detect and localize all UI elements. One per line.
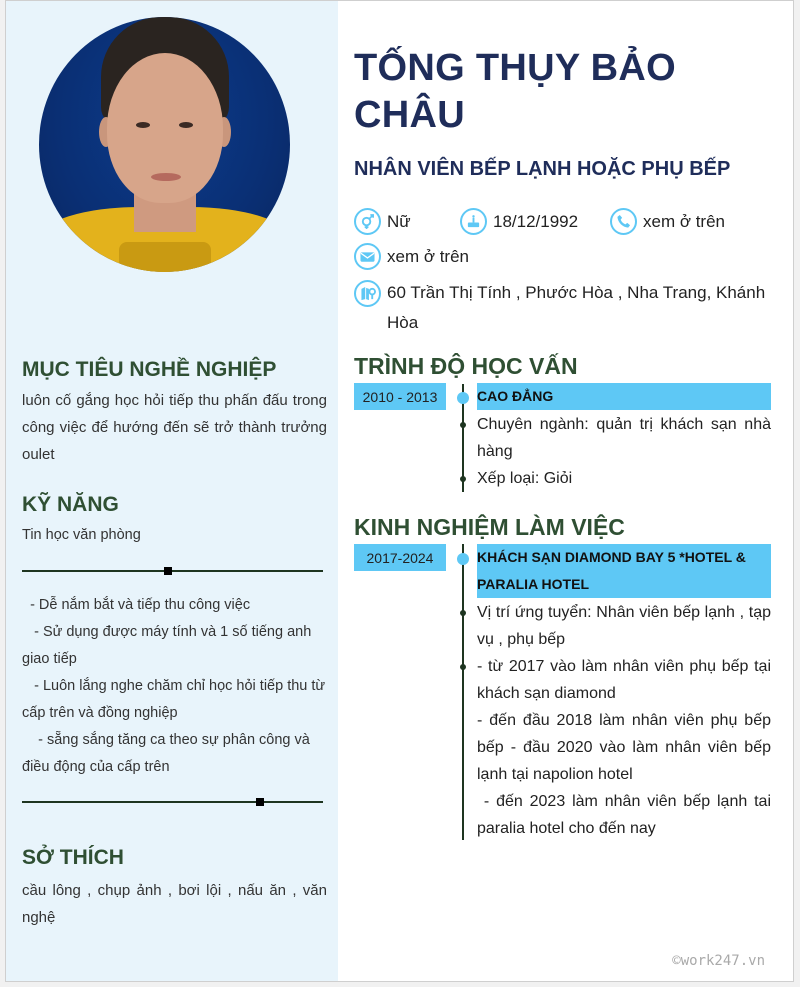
- timeline-bullet: [460, 610, 466, 616]
- hobbies-section: [22, 845, 327, 931]
- timeline-bullet: [460, 476, 466, 482]
- sidebar: [6, 1, 338, 981]
- contact-birthday: [460, 208, 596, 235]
- address-value: 60 Trần Thị Tính , Phước Hòa , Nha Trang, Khánh Hòa: [387, 283, 766, 332]
- education-detail: Xếp loại: Giỏi: [477, 470, 573, 487]
- timeline-bullet: [460, 664, 466, 670]
- birthday-value: 18/12/1992: [493, 211, 579, 231]
- education-heading: CAO ĐẲNG: [477, 383, 771, 410]
- contact-row: [354, 243, 483, 270]
- contact-gender: [354, 208, 446, 235]
- skill-line: - Dễ nắm bắt và tiếp thu công việc: [22, 597, 251, 613]
- skill-line: - Luôn lắng nghe chăm chỉ học hỏi tiếp thu từ cấp trên và đồng nghiệp: [22, 678, 330, 721]
- timeline-dot: [457, 392, 469, 404]
- hobbies-title: SỞ THÍCH: [22, 846, 124, 869]
- objective-section: [22, 357, 327, 468]
- experience-detail: - đến đầu 2018 làm nhân viên phụ bếp bếp - đầu 2020 vào làm nhân viên bếp lạnh tại napolion hotel: [477, 712, 771, 783]
- timeline-bullet: [460, 422, 466, 428]
- birthday-cake-icon: [460, 208, 487, 235]
- skill-item-2: [22, 592, 330, 781]
- email-icon: [354, 243, 381, 270]
- cv-page: [5, 0, 794, 982]
- skill-line: - Sử dụng được máy tính và 1 số tiếng anh giao tiếp: [22, 624, 316, 667]
- avatar-mouth: [151, 173, 181, 181]
- timeline-dot: [457, 553, 469, 565]
- experience-detail: - đến 2023 làm nhân viên bếp lạnh tai paralia hotel cho đến nay: [477, 793, 776, 837]
- avatar-collar: [119, 242, 211, 272]
- phone-icon: [610, 208, 637, 235]
- job-title: NHÂN VIÊN BẾP LẠNH HOẶC PHỤ BẾP: [354, 158, 731, 180]
- contact-row: [354, 208, 739, 235]
- name-line: CHÂU: [354, 94, 465, 136]
- avatar-eye: [136, 122, 150, 128]
- gender-icon: [354, 208, 381, 235]
- email-value: xem ở trên: [387, 246, 470, 266]
- hobbies-text: cầu lông , chụp ảnh , bơi lội , nấu ăn , văn nghệ: [22, 882, 327, 926]
- avatar: [39, 17, 290, 272]
- experience-detail: Vị trí ứng tuyển: Nhân viên bếp lạnh , tạp vụ , phụ bếp: [477, 604, 771, 648]
- skill-level-bar: [22, 801, 323, 803]
- education-detail: Chuyên ngành: quản trị khách sạn nhà hàng: [477, 416, 771, 460]
- avatar-eye: [179, 122, 193, 128]
- objective-text: luôn cố gắng học hỏi tiếp thu phấn đấu trong công việc để hướng đến sẽ trở thành trưởng oulet: [22, 392, 327, 463]
- contact-email: [354, 243, 469, 270]
- timeline-line: [462, 544, 464, 840]
- skills-section: [22, 492, 327, 549]
- experience-detail: - từ 2017 vào làm nhân viên phụ bếp tại khách sạn diamond: [477, 658, 771, 702]
- education-period: 2010 - 2013: [354, 383, 446, 410]
- skill-name: Tin học văn phòng: [22, 527, 141, 543]
- map-pin-icon: [354, 280, 381, 307]
- skill-level-knob: [256, 798, 264, 806]
- name-line: TỐNG THỤY BẢO: [354, 47, 676, 89]
- contact-phone: [610, 208, 725, 235]
- experience-title: KINH NGHIỆM LÀM VIỆC: [354, 514, 625, 540]
- contact-address: [354, 278, 784, 338]
- skill-level-bar: [22, 570, 323, 572]
- skill-line: - sẵng sắng tăng ca theo sự phân công và điều động của cấp trên: [22, 732, 314, 775]
- objective-title: MỤC TIÊU NGHỀ NGHIỆP: [22, 358, 277, 381]
- gender-value: Nữ: [387, 211, 411, 231]
- experience-heading: KHÁCH SẠN DIAMOND BAY 5 *HOTEL & PARALIA HOTEL: [477, 544, 771, 598]
- phone-value: xem ở trên: [643, 211, 726, 231]
- experience-period: 2017-2024: [354, 544, 446, 571]
- watermark: ©work247.vn: [672, 953, 765, 969]
- skills-title: KỸ NĂNG: [22, 493, 119, 516]
- candidate-name: [354, 45, 784, 139]
- education-title: TRÌNH ĐỘ HỌC VẤN: [354, 353, 578, 379]
- skill-level-knob: [164, 567, 172, 575]
